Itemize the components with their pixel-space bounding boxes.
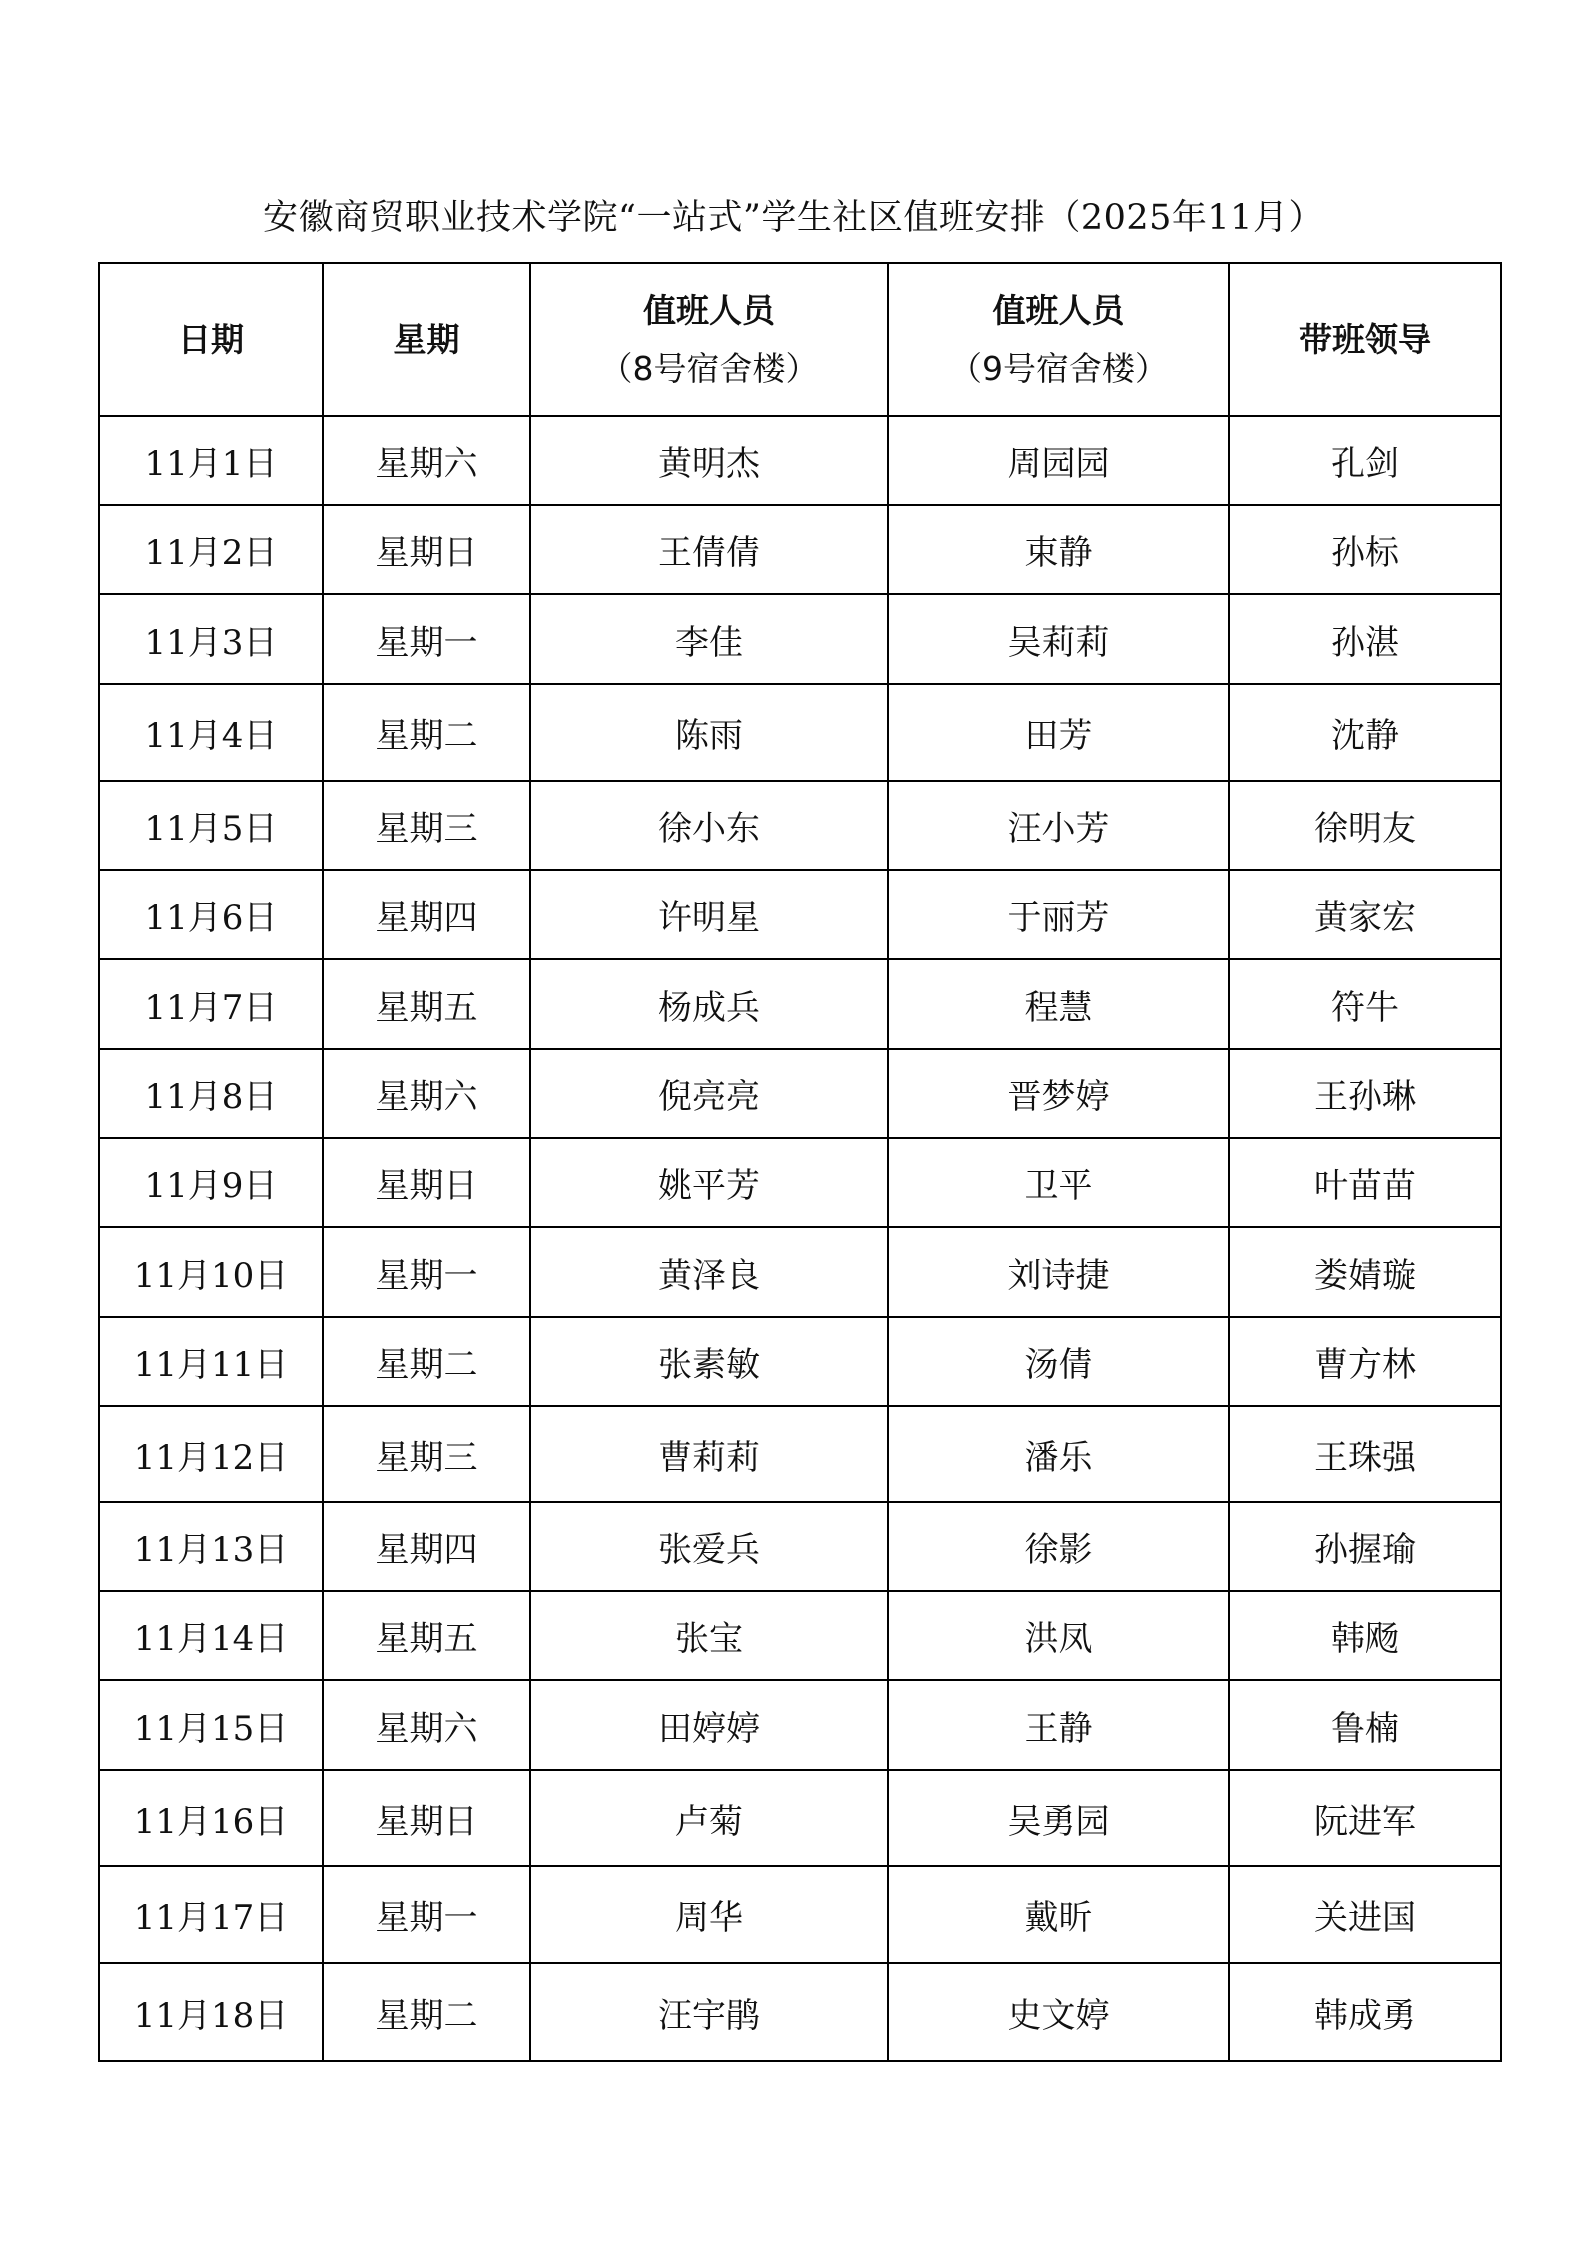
cell-weekday: 星期四 [323,1502,530,1591]
cell-staff-building-9: 史文婷 [888,1963,1229,2061]
cell-leader: 曹方林 [1229,1317,1501,1406]
cell-leader: 孙标 [1229,505,1501,594]
cell-date: 11月10日 [99,1227,323,1317]
cell-staff-building-9: 戴昕 [888,1866,1229,1963]
cell-leader: 徐明友 [1229,781,1501,870]
cell-staff-building-9: 洪凤 [888,1591,1229,1680]
cell-leader: 孙湛 [1229,594,1501,684]
cell-staff-building-8: 倪亮亮 [530,1049,888,1138]
table-row [99,1227,1501,1317]
cell-date: 11月9日 [99,1138,323,1227]
cell-weekday: 星期五 [323,959,530,1049]
table-row [99,1502,1501,1591]
cell-date: 11月7日 [99,959,323,1049]
table-row [99,1591,1501,1680]
cell-leader: 关进国 [1229,1866,1501,1963]
cell-staff-building-8: 黄明杰 [530,416,888,505]
table-row [99,781,1501,870]
cell-weekday: 星期二 [323,684,530,781]
table-row [99,959,1501,1049]
header-leader: 带班领导 [1229,263,1501,416]
cell-date: 11月4日 [99,684,323,781]
duty-schedule-table [98,262,1502,2062]
cell-weekday: 星期一 [323,594,530,684]
cell-date: 11月15日 [99,1680,323,1770]
cell-staff-building-9: 王静 [888,1680,1229,1770]
cell-leader: 韩飏 [1229,1591,1501,1680]
cell-weekday: 星期三 [323,1406,530,1502]
cell-staff-building-9: 周园园 [888,416,1229,505]
cell-date: 11月17日 [99,1866,323,1963]
cell-staff-building-8: 卢菊 [530,1770,888,1866]
cell-leader: 王珠强 [1229,1406,1501,1502]
cell-date: 11月2日 [99,505,323,594]
table-row [99,1406,1501,1502]
table-row [99,684,1501,781]
table-row [99,1138,1501,1227]
cell-staff-building-8: 徐小东 [530,781,888,870]
header-staff8-label: 值班人员 [643,290,775,330]
cell-staff-building-9: 潘乐 [888,1406,1229,1502]
header-staff9-building: （9号宿舍楼） [949,348,1168,388]
header-date: 日期 [99,263,323,416]
cell-staff-building-8: 许明星 [530,870,888,959]
cell-date: 11月3日 [99,594,323,684]
cell-leader: 韩成勇 [1229,1963,1501,2061]
cell-staff-building-8: 田婷婷 [530,1680,888,1770]
cell-date: 11月12日 [99,1406,323,1502]
cell-date: 11月5日 [99,781,323,870]
cell-leader: 孔剑 [1229,416,1501,505]
cell-staff-building-8: 张爱兵 [530,1502,888,1591]
cell-leader: 阮进军 [1229,1770,1501,1866]
table-body [99,416,1501,2061]
cell-weekday: 星期五 [323,1591,530,1680]
cell-staff-building-8: 陈雨 [530,684,888,781]
cell-date: 11月14日 [99,1591,323,1680]
cell-staff-building-8: 汪宇鹃 [530,1963,888,2061]
cell-date: 11月13日 [99,1502,323,1591]
cell-staff-building-9: 晋梦婷 [888,1049,1229,1138]
cell-date: 11月1日 [99,416,323,505]
cell-staff-building-9: 吴勇园 [888,1770,1229,1866]
cell-staff-building-8: 姚平芳 [530,1138,888,1227]
table-row [99,870,1501,959]
cell-weekday: 星期二 [323,1963,530,2061]
cell-staff-building-9: 吴莉莉 [888,594,1229,684]
cell-staff-building-9: 刘诗捷 [888,1227,1229,1317]
cell-leader: 符牛 [1229,959,1501,1049]
cell-staff-building-8: 张素敏 [530,1317,888,1406]
header-staff-building-9 [888,263,1229,416]
table-row [99,505,1501,594]
cell-weekday: 星期六 [323,1049,530,1138]
cell-staff-building-9: 程慧 [888,959,1229,1049]
cell-leader: 娄婧璇 [1229,1227,1501,1317]
cell-date: 11月8日 [99,1049,323,1138]
cell-staff-building-9: 于丽芳 [888,870,1229,959]
cell-staff-building-8: 曹莉莉 [530,1406,888,1502]
table-row [99,1317,1501,1406]
cell-staff-building-8: 杨成兵 [530,959,888,1049]
cell-leader: 鲁楠 [1229,1680,1501,1770]
cell-weekday: 星期一 [323,1227,530,1317]
cell-staff-building-9: 田芳 [888,684,1229,781]
cell-staff-building-9: 汪小芳 [888,781,1229,870]
cell-staff-building-9: 束静 [888,505,1229,594]
cell-date: 11月11日 [99,1317,323,1406]
cell-leader: 叶苗苗 [1229,1138,1501,1227]
header-weekday: 星期 [323,263,530,416]
cell-weekday: 星期日 [323,505,530,594]
table-row [99,416,1501,505]
cell-staff-building-9: 卫平 [888,1138,1229,1227]
cell-weekday: 星期二 [323,1317,530,1406]
cell-weekday: 星期一 [323,1866,530,1963]
cell-weekday: 星期日 [323,1138,530,1227]
table-row [99,1770,1501,1866]
table-row [99,1866,1501,1963]
cell-leader: 沈静 [1229,684,1501,781]
cell-date: 11月18日 [99,1963,323,2061]
cell-weekday: 星期六 [323,416,530,505]
document-title: 安徽商贸职业技术学院“一站式”学生社区值班安排（2025年11月） [263,198,1324,238]
cell-date: 11月16日 [99,1770,323,1866]
table-row [99,1680,1501,1770]
cell-staff-building-8: 王倩倩 [530,505,888,594]
cell-weekday: 星期六 [323,1680,530,1770]
cell-weekday: 星期日 [323,1770,530,1866]
header-staff9-label: 值班人员 [992,290,1125,330]
cell-staff-building-9: 徐影 [888,1502,1229,1591]
cell-date: 11月6日 [99,870,323,959]
cell-staff-building-9: 汤倩 [888,1317,1229,1406]
table-row [99,1963,1501,2061]
header-staff8-building: （8号宿舍楼） [599,348,819,388]
cell-weekday: 星期三 [323,781,530,870]
cell-leader: 黄家宏 [1229,870,1501,959]
table-row [99,594,1501,684]
header-staff-building-8 [530,263,888,416]
cell-staff-building-8: 黄泽良 [530,1227,888,1317]
table-row [99,1049,1501,1138]
table-header-row [99,263,1501,416]
cell-staff-building-8: 李佳 [530,594,888,684]
cell-leader: 孙握瑜 [1229,1502,1501,1591]
cell-staff-building-8: 周华 [530,1866,888,1963]
cell-staff-building-8: 张宝 [530,1591,888,1680]
cell-leader: 王孙琳 [1229,1049,1501,1138]
cell-weekday: 星期四 [323,870,530,959]
